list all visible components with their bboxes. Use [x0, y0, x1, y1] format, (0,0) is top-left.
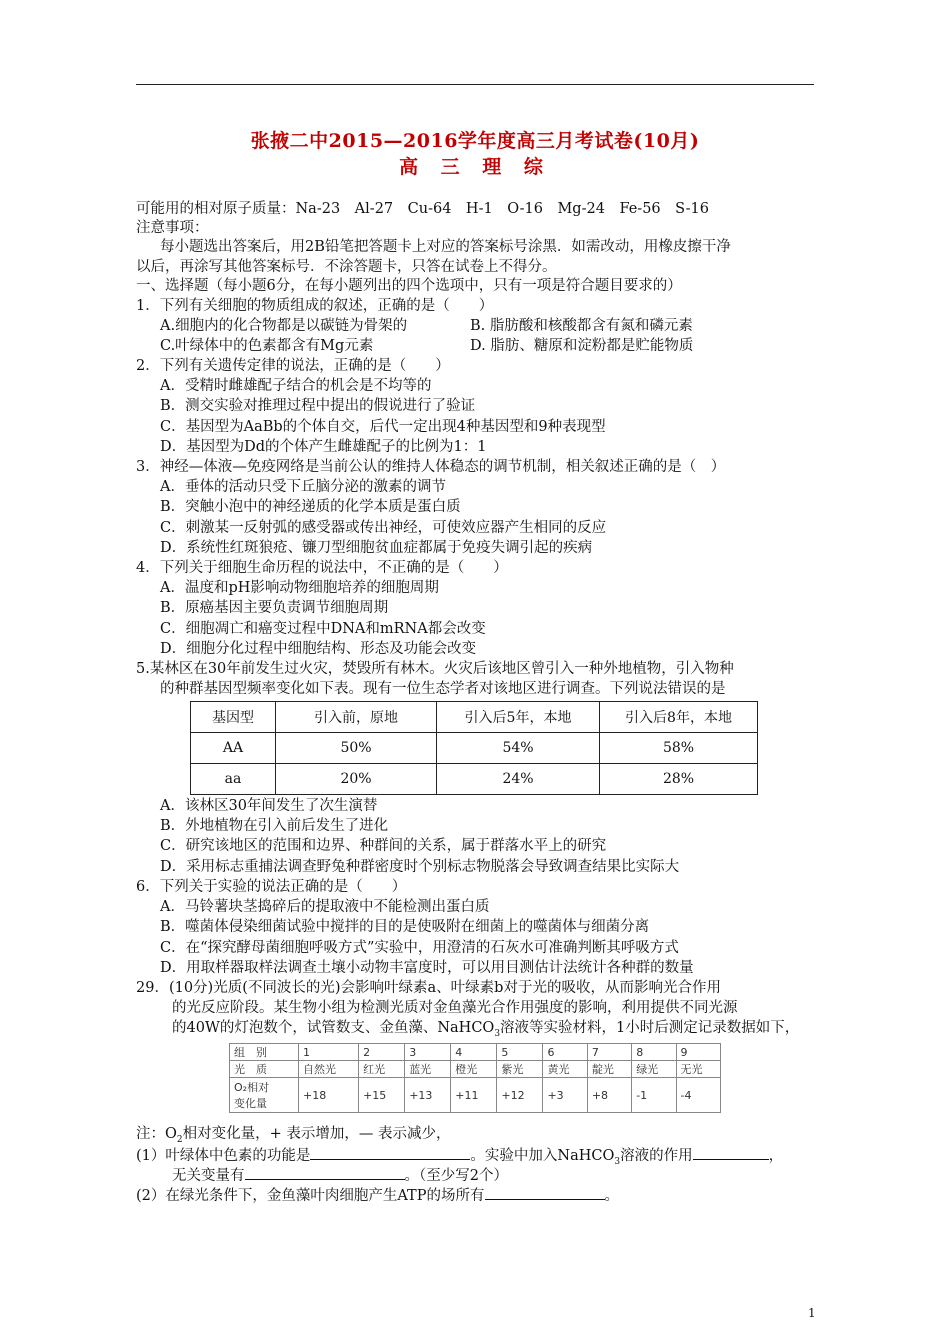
- table-cell: 28%: [600, 764, 758, 795]
- question-2-option-b: B．测交实验对推理过程中提出的假说进行了验证: [160, 398, 476, 414]
- sub-question-text: 溶液的作用: [620, 1148, 693, 1164]
- table-cell: -1: [632, 1078, 676, 1113]
- table-cell: +13: [405, 1078, 451, 1113]
- question-3-option-d: D．系统性红斑狼疮、镰刀型细胞贫血症都属于免疫失调引起的疾病: [160, 540, 593, 556]
- table-cell: 50%: [276, 733, 437, 764]
- table-cell: +18: [299, 1078, 359, 1113]
- table-cell: +15: [359, 1078, 405, 1113]
- answer-blank[interactable]: [310, 1145, 470, 1160]
- table-cell: 靛光: [587, 1061, 631, 1078]
- subscript: 3: [494, 1028, 501, 1039]
- sub-question-1-line-2: [172, 1165, 508, 1185]
- table-cell: 2: [359, 1044, 405, 1061]
- question-3-option-a: A．垂体的活动只受下丘脑分泌的激素的调节: [160, 479, 446, 495]
- question-1-option-a: A.细胞内的化合物都是以碳链为骨架的: [160, 318, 408, 334]
- question-1-option-c: C.叶绿体中的色素都含有Mg元素: [160, 338, 374, 354]
- notice-line-1: 每小题选出答案后，用2B铅笔把答题卡上对应的答案标号涂黑．如需改动，用橡皮擦干净: [160, 239, 731, 255]
- question-6-stem: 6．下列关于实验的说法正确的是（ ）: [136, 879, 407, 895]
- table-cell: 4: [451, 1044, 497, 1061]
- sub-question-text: 。（至少写2个）: [404, 1168, 508, 1184]
- table-cell: 红光: [359, 1061, 405, 1078]
- question-6-option-d: D．用取样器取样法调查土壤小动物丰富度时，可以用目测估计法统计各种群的数量: [160, 960, 694, 976]
- table-cell: 58%: [600, 733, 758, 764]
- question-6-option-b: B．噬菌体侵染细菌试验中搅拌的目的是使吸附在细菌上的噬菌体与细菌分离: [160, 919, 650, 935]
- table-header-row: [191, 702, 758, 733]
- table-cell: -4: [676, 1078, 720, 1113]
- table-cell: 光 质: [230, 1061, 299, 1078]
- question-6-option-a: A．马铃薯块茎捣碎后的提取液中不能检测出蛋白质: [160, 899, 490, 915]
- question-4-option-c: C．细胞凋亡和癌变过程中DNA和mRNA都会改变: [160, 621, 486, 637]
- table-row-o2: [230, 1078, 721, 1113]
- table-cell: 自然光: [299, 1061, 359, 1078]
- sub-question-text: 无关变量有: [172, 1168, 245, 1184]
- question-2-option-d: D．基因型为Dd的个体产生雌雄配子的比例为1：1: [160, 439, 487, 455]
- table-cell: +11: [451, 1078, 497, 1113]
- exam-subtitle: 高 三 理 综: [399, 156, 551, 178]
- atomic-mass-line: 可能用的相对原子质量：Na-23 Al-27 Cu-64 H-1 O-16 Mg-24 Fe-56 S-16: [136, 201, 709, 217]
- header-rule: [136, 84, 814, 85]
- table-cell: +12: [497, 1078, 543, 1113]
- question-1-option-b: B. 脂肪酸和核酸都含有氮和磷元素: [470, 318, 693, 334]
- table-cell: 紫光: [497, 1061, 543, 1078]
- table-cell: 5: [497, 1044, 543, 1061]
- sub-question-2: [136, 1185, 619, 1205]
- table-cell: 无光: [676, 1061, 720, 1078]
- question-6-option-c: C．在“探究酵母菌细胞呼吸方式”实验中，用澄清的石灰水可准确判断其呼吸方式: [160, 940, 679, 956]
- stem-text: 溶液等实验材料，1小时后测定记录数据如下，: [500, 1020, 800, 1036]
- table-cell: 绿光: [632, 1061, 676, 1078]
- table-cell: 54%: [437, 733, 600, 764]
- question-5-stem-line-1: 5.某林区在30年前发生过火灾，焚毁所有林木。火灾后该地区曾引入一种外地植物，引入物种: [136, 661, 734, 677]
- table-cell: 8: [632, 1044, 676, 1061]
- question-29-stem-line-2: 的光反应阶段。某生物小组为检测光质对金鱼藻光合作用强度的影响，利用提供不同光源: [172, 1000, 738, 1016]
- sub-question-text: 。实验中加入NaHCO: [470, 1148, 615, 1164]
- table-cell: 橙光: [451, 1061, 497, 1078]
- table-cell: 黄光: [543, 1061, 587, 1078]
- question-2-option-a: A．受精时雌雄配子结合的机会是不均等的: [160, 378, 432, 394]
- note-text: 相对变化量，+ 表示增加，— 表示减少，: [182, 1126, 451, 1142]
- question-3-option-c: C．刺激某一反射弧的感受器或传出神经，可使效应器产生相同的反应: [160, 520, 607, 536]
- sub-question-text: ，: [768, 1148, 784, 1164]
- stem-text: 的40W的灯泡数个，试管数支、金鱼藻、NaHCO: [172, 1020, 495, 1036]
- question-29-stem-line-1: 29．(10分)光质(不同波长的光)会影响叶绿素a、叶绿素b对于光的吸收，从而影响光合作用: [136, 980, 721, 996]
- question-2-option-c: C．基因型为AaBb的个体自交，后代一定出现4种基因型和9种表现型: [160, 419, 606, 435]
- sub-question-text: 。: [604, 1188, 619, 1204]
- sub-question-text: (1）叶绿体中色素的功能是: [136, 1148, 311, 1164]
- question-5-option-d: D．采用标志重捕法调查野兔种群密度时个别标志物脱落会导致调查结果比实际大: [160, 859, 680, 875]
- table-row-light: [230, 1061, 721, 1078]
- table-cell: +3: [543, 1078, 587, 1113]
- answer-blank[interactable]: [485, 1185, 605, 1200]
- subscript: 2: [176, 1134, 183, 1145]
- table-row: [191, 733, 758, 764]
- question-4-option-a: A．温度和pH影响动物细胞培养的细胞周期: [160, 580, 439, 596]
- question-5-option-c: C．研究该地区的范围和边界、种群间的关系，属于群落水平上的研究: [160, 838, 607, 854]
- table-header-cell: 引入前，原地: [276, 702, 437, 733]
- question-3-option-b: B．突触小泡中的神经递质的化学本质是蛋白质: [160, 499, 461, 515]
- light-quality-table: [229, 1043, 721, 1113]
- exam-title: 张掖二中2015—2016学年度高三月考试卷(10月): [250, 130, 700, 152]
- section-heading: 一、选择题（每小题6分，在每小题列出的四个选项中，只有一项是符合题目要求的）: [136, 278, 682, 294]
- table-cell: [230, 1078, 299, 1113]
- question-5-option-a: A．该林区30年间发生了次生演替: [160, 798, 378, 814]
- question-29-stem-line-3: [172, 1019, 799, 1043]
- subscript: 3: [614, 1156, 621, 1167]
- question-2-stem: 2．下列有关遗传定律的说法，正确的是（ ）: [136, 358, 450, 374]
- table-row: [191, 764, 758, 795]
- notice-line-2: 以后，再涂写其他答案标号．不涂答题卡，只答在试卷上不得分。: [136, 259, 557, 275]
- table-cell: 组 别: [230, 1044, 299, 1061]
- table-cell: 7: [587, 1044, 631, 1061]
- page-number: 1: [808, 1306, 816, 1320]
- question-3-stem: 3．神经—体液—免疫网络是当前公认的维持人体稳态的调节机制，相关叙述正确的是（ ）: [136, 459, 726, 475]
- question-1-option-d: D. 脂肪、糖原和淀粉都是贮能物质: [470, 338, 694, 354]
- table-cell: 6: [543, 1044, 587, 1061]
- genotype-frequency-table: [190, 701, 758, 795]
- table-header-cell: 引入后5年，本地: [437, 702, 600, 733]
- o2-label-line-1: O₂相对: [234, 1081, 270, 1094]
- question-1-stem: 1．下列有关细胞的物质组成的叙述，正确的是（ ）: [136, 298, 494, 314]
- table-row-group: [230, 1044, 721, 1061]
- table-cell: 24%: [437, 764, 600, 795]
- answer-blank[interactable]: [245, 1165, 405, 1180]
- answer-blank[interactable]: [693, 1145, 769, 1160]
- table-cell: aa: [191, 764, 276, 795]
- table-cell: AA: [191, 733, 276, 764]
- o2-label-line-2: 变化量: [234, 1097, 267, 1110]
- table-cell: +8: [587, 1078, 631, 1113]
- table-cell: 1: [299, 1044, 359, 1061]
- question-5-option-b: B．外地植物在引入前后发生了进化: [160, 818, 389, 834]
- question-4-option-d: D．细胞分化过程中细胞结构、形态及功能会改变: [160, 641, 477, 657]
- table-cell: 蓝光: [405, 1061, 451, 1078]
- table-cell: 3: [405, 1044, 451, 1061]
- table-cell: 9: [676, 1044, 720, 1061]
- question-5-stem-line-2: 的种群基因型频率变化如下表。现有一位生态学者对该地区进行调查。下列说法错误的是: [160, 681, 726, 697]
- question-4-option-b: B．原癌基因主要负责调节细胞周期: [160, 600, 389, 616]
- table-header-cell: 引入后8年，本地: [600, 702, 758, 733]
- sub-question-text: (2）在绿光条件下，金鱼藻叶肉细胞产生ATP的场所有: [136, 1188, 485, 1204]
- notice-title: 注意事项：: [136, 220, 209, 236]
- table-header-cell: 基因型: [191, 702, 276, 733]
- table-cell: 20%: [276, 764, 437, 795]
- question-4-stem: 4．下列关于细胞生命历程的说法中，不正确的是（ ）: [136, 560, 508, 576]
- note-text: 注：O: [136, 1126, 177, 1142]
